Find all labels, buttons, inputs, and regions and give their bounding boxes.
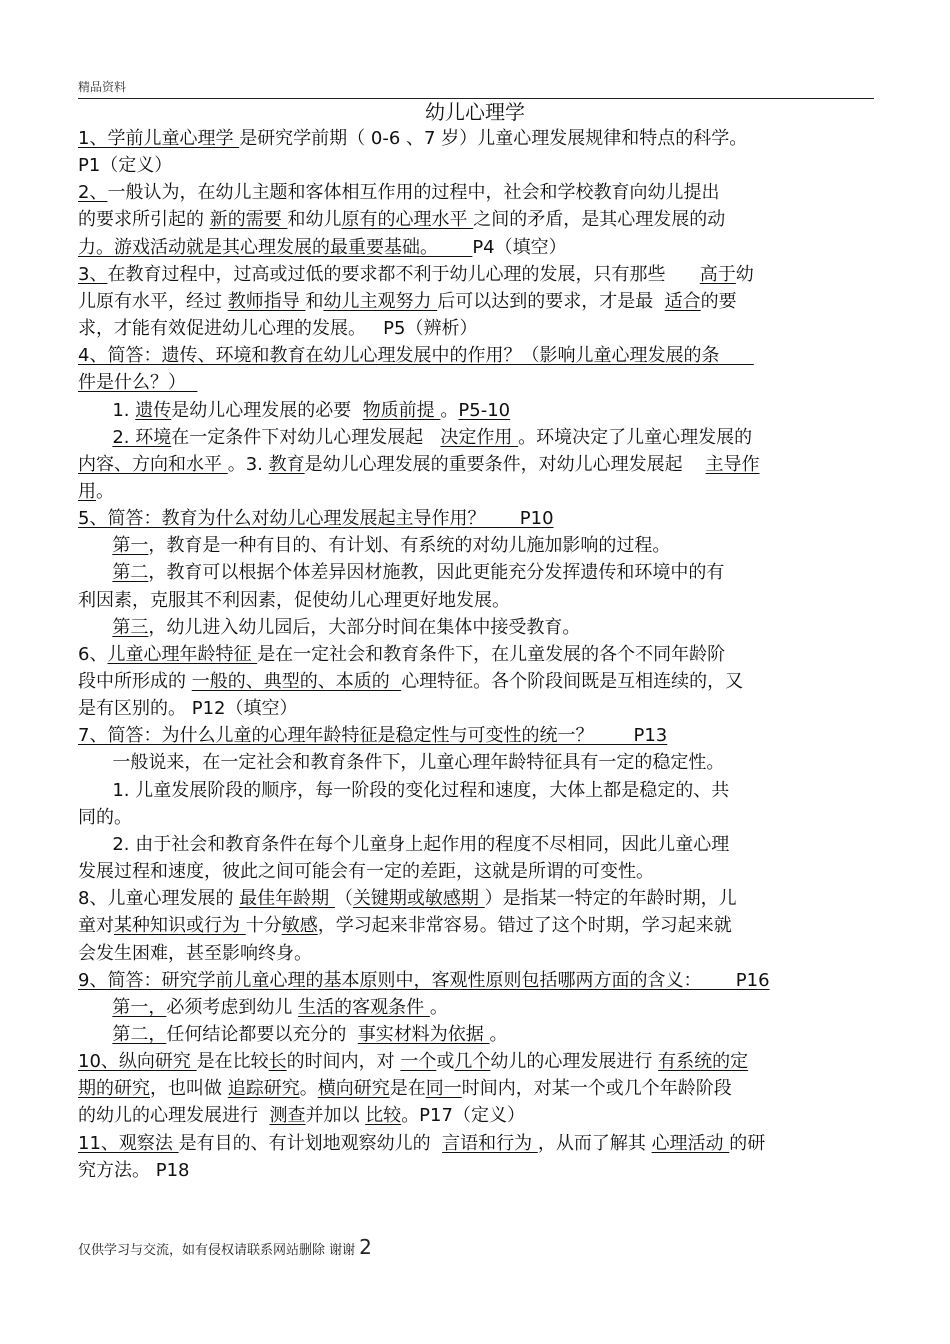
- text-segment: 并加以: [305, 1105, 366, 1127]
- underlined-text: 决定作用: [440, 426, 519, 448]
- underlined-text: 第二: [112, 562, 149, 584]
- text-segment: 在教育过程中，过高或过低的要求都不利于幼儿心理的发展，只有那些: [107, 263, 700, 285]
- text-segment: 是研究学前期（ 0-6 、7 岁）儿童心理发展规律和特点的科学。: [239, 128, 748, 149]
- underlined-text: 力。游戏活动就是其心理发展的最重要基础。: [78, 236, 473, 258]
- text-segment: 或: [436, 1051, 455, 1073]
- text-segment: 。: [96, 480, 114, 502]
- text-segment: 同的。: [78, 806, 132, 828]
- underlined-text: 主导作: [705, 453, 760, 475]
- text-segment: 童对: [78, 915, 114, 937]
- underlined-text: 一般的、典型的、本质的: [191, 671, 402, 692]
- text-line: [78, 316, 477, 342]
- underlined-text: 第一，: [112, 996, 167, 1018]
- underlined-text: P5-10: [458, 399, 511, 421]
- text-line: [78, 452, 760, 478]
- text-segment: 发展过程和速度，彼此之间可能会有一定的差距，这就是所谓的可变性。: [78, 861, 654, 883]
- text-line: [78, 289, 737, 315]
- underlined-text: 儿童心理年龄特征: [107, 643, 258, 665]
- underlined-text: 测查: [269, 1105, 306, 1127]
- underlined-text: 用: [78, 480, 96, 502]
- underlined-text: 3、: [78, 263, 108, 285]
- text-segment: ，幼儿进入幼儿园后，大部分时间在集体中接受教育。: [148, 616, 581, 638]
- text-segment: 8、儿童心理发展的: [78, 888, 240, 910]
- text-line: [78, 941, 312, 967]
- underlined-text: 几个: [454, 1051, 491, 1073]
- text-line: [78, 1049, 748, 1075]
- text-segment: 的时间内，对: [286, 1051, 401, 1073]
- text-line: [78, 886, 737, 912]
- text-segment: 后可以达到的要求，才是最: [437, 290, 665, 312]
- text-line: [78, 642, 725, 668]
- document-title: 幼儿心理学: [425, 100, 525, 124]
- text-segment: 是在: [389, 1078, 426, 1100]
- text-segment: 6、: [78, 643, 108, 665]
- text-segment: 。: [299, 1078, 318, 1100]
- text-line: [78, 1022, 508, 1048]
- text-line: [78, 669, 743, 695]
- footer: [78, 1235, 372, 1259]
- text-segment: 一般认为，在幼儿主题和客体相互作用的过程中，社会和学校教育向幼儿提出: [107, 182, 720, 204]
- text-line: [78, 723, 667, 749]
- text-line: [78, 1131, 765, 1157]
- text-segment: P4（填空）: [472, 236, 567, 258]
- underlined-text: 2、: [78, 182, 108, 204]
- text-segment: 是在比较: [196, 1051, 269, 1073]
- underlined-text: 第二，: [112, 1023, 167, 1045]
- text-segment: 段中所形成的: [78, 671, 192, 692]
- underlined-text: 第一: [112, 535, 149, 557]
- text-line: [78, 180, 719, 206]
- underlined-text: 有系统的定: [658, 1051, 749, 1073]
- underlined-text: 某种知识或行为: [114, 915, 246, 937]
- text-segment: [78, 997, 112, 1018]
- underlined-text: 敏感: [281, 915, 318, 937]
- text-segment: 的研: [729, 1132, 766, 1154]
- underlined-text: 9、简答：研究学前儿童心理的基本原则中，客观性原则包括哪两方面的含义： P16: [78, 969, 770, 991]
- text-segment: P1（定义）: [78, 155, 173, 177]
- underlined-text: 事实材料为依据: [357, 1023, 490, 1045]
- text-segment: 和: [305, 290, 324, 312]
- text-line: [78, 615, 580, 641]
- text-segment: 。: [429, 996, 448, 1018]
- text-segment: 必须考虑到幼儿: [166, 996, 299, 1018]
- underlined-text: 第三: [112, 616, 149, 638]
- text-line: [78, 506, 554, 532]
- text-segment: 儿原有水平，经过: [78, 290, 228, 312]
- text-segment: 幼: [735, 263, 754, 285]
- underlined-text: 2. 环境: [112, 426, 172, 448]
- text-line: [78, 398, 510, 424]
- underlined-text: 11、观察法: [78, 1132, 179, 1154]
- text-line: [78, 588, 510, 614]
- underlined-text: 1、学前儿童心理学: [78, 128, 240, 149]
- underlined-text: 生活的客观条件: [298, 996, 430, 1018]
- text-segment: 是幼儿心理发展的必要: [171, 399, 363, 421]
- underlined-text: 同一: [425, 1078, 462, 1100]
- underlined-text: 内容、方向和水平: [78, 453, 228, 475]
- text-line: [78, 479, 114, 505]
- underlined-text: 遗传: [135, 399, 172, 421]
- underlined-text: 件是什么？）: [78, 372, 198, 394]
- text-segment: ，从而了解其: [537, 1132, 652, 1154]
- text-segment: 一般说来，在一定社会和教育条件下，儿童心理年龄特征具有一定的稳定性。: [78, 752, 725, 774]
- underlined-text: 7、简答：为什么儿童的心理年龄特征是稳定性与可变性的统一？ P13: [78, 725, 668, 747]
- underlined-text: 新的需要: [209, 209, 288, 231]
- underlined-text: 5、简答：教育为什么对幼儿心理发展起主导作用？ P10: [78, 508, 554, 530]
- header-label: 精品资料: [78, 80, 127, 94]
- underlined-text: 原有的心理水平: [341, 209, 474, 231]
- footer-text: 仅供学习与交流，如有侵权请联系网站删除 谢谢: [78, 1243, 356, 1258]
- text-segment: 的要求所引起的: [78, 209, 210, 231]
- text-segment: [78, 562, 112, 583]
- underlined-text: 物质前提: [362, 399, 441, 421]
- text-line: [78, 343, 754, 369]
- underlined-text: 高于: [699, 263, 736, 285]
- text-segment: 利因素，克服其不利因素，促使幼儿心理更好地发展。: [78, 589, 510, 611]
- underlined-text: 心理活动: [651, 1132, 730, 1154]
- underlined-text: 追踪研究: [227, 1078, 300, 1100]
- text-line: [78, 533, 670, 559]
- text-segment: 。环境决定了儿童心理发展的: [518, 426, 753, 448]
- text-segment: 是幼儿心理发展的重要条件，对幼儿心理发展起: [304, 453, 706, 475]
- underlined-text: 10、纵向研究: [78, 1051, 197, 1073]
- text-line: [78, 207, 725, 233]
- text-line: [78, 153, 172, 179]
- text-line: [78, 1103, 525, 1129]
- text-segment: 是有目的、有计划地观察幼儿的: [178, 1132, 443, 1154]
- text-line: [78, 1158, 189, 1184]
- text-segment: [78, 617, 112, 638]
- underlined-text: 长: [268, 1051, 287, 1073]
- text-segment: （: [334, 888, 353, 910]
- underlined-text: 教师指导: [227, 290, 306, 312]
- text-segment: 任何结论都要以充分的: [166, 1023, 358, 1045]
- text-segment: 究方法。 P18: [78, 1159, 190, 1181]
- text-segment: 的幼儿的心理发展进行: [78, 1105, 270, 1127]
- text-segment: 。: [440, 399, 459, 421]
- text-line: [78, 560, 724, 586]
- text-segment: 在一定条件下对幼儿心理发展起: [171, 426, 441, 448]
- text-segment: ，教育可以根据个体差异因材施教，因此更能充分发挥遗传和环境中的有: [148, 562, 725, 584]
- underlined-text: 横向研究: [317, 1078, 390, 1100]
- text-line: [78, 425, 752, 451]
- underlined-text: 期的研究: [78, 1078, 150, 1100]
- text-line: [78, 913, 732, 939]
- text-line: [78, 1076, 732, 1102]
- text-line: [78, 805, 132, 831]
- text-segment: ，教育是一种有目的、有计划、有系统的对幼儿施加影响的过程。: [148, 535, 671, 557]
- text-line: [78, 750, 724, 776]
- text-line: [78, 126, 747, 152]
- underlined-text: 最佳年龄期: [239, 888, 335, 910]
- underlined-text: 4、简答：遗传、环境和教育在幼儿心理发展中的作用？（影响儿童心理发展的条: [78, 345, 754, 367]
- text-line: [78, 995, 448, 1021]
- text-segment: 。P17（定义）: [401, 1105, 525, 1127]
- underlined-text: 适合: [664, 290, 701, 312]
- text-segment: 心理特征。各个阶段间既是互相连续的，又: [401, 671, 744, 692]
- underlined-text: 教育: [268, 453, 305, 475]
- text-line: [78, 859, 654, 885]
- text-line: [78, 262, 754, 288]
- text-line: [78, 696, 297, 722]
- text-segment: 十分: [245, 915, 282, 937]
- underlined-text: 幼儿主观努力: [323, 290, 438, 312]
- text-segment: 1. 儿童发展阶段的顺序，每一阶段的变化过程和速度，大体上都是稳定的、共: [78, 779, 730, 801]
- text-segment: ，学习起来非常容易。错过了这个时期，学习起来就: [317, 915, 732, 937]
- text-segment: 是有区别的。 P12（填空）: [78, 698, 298, 720]
- text-segment: 是在一定社会和教育条件下，在儿童发展的各个不同年龄阶: [257, 643, 726, 665]
- text-segment: 会发生困难，甚至影响终身。: [78, 942, 312, 964]
- text-segment: 和幼儿: [287, 209, 342, 231]
- text-segment: [78, 1024, 112, 1045]
- text-line: [78, 370, 197, 396]
- text-line: [78, 778, 729, 804]
- text-segment: 幼儿的心理发展进行: [490, 1051, 659, 1073]
- text-segment: 2. 由于社会和教育条件在每个儿童身上起作用的程度不尽相同，因此儿童心理: [78, 833, 730, 855]
- text-segment: ）是指某一特定的年龄时期，儿: [484, 888, 737, 910]
- page-number: 2: [359, 1235, 372, 1259]
- underlined-text: 关键期或敏感期: [352, 888, 485, 910]
- text-segment: 时间内，对某一个或几个年龄阶段: [461, 1078, 732, 1100]
- underlined-text: 一个: [400, 1051, 437, 1073]
- underlined-text: 言语和行为: [442, 1132, 538, 1154]
- text-segment: 的要: [700, 290, 737, 312]
- text-segment: ，也叫做: [150, 1078, 228, 1100]
- text-line: [78, 968, 770, 994]
- text-segment: 。3.: [227, 453, 269, 475]
- text-segment: [78, 535, 112, 556]
- text-segment: 。: [489, 1023, 508, 1045]
- text-segment: 之间的矛盾，是其心理发展的动: [473, 209, 726, 231]
- text-segment: 1.: [78, 399, 136, 421]
- text-segment: [78, 427, 112, 448]
- text-line: [78, 832, 729, 858]
- text-segment: 求，才能有效促进幼儿心理的发展。 P5（辨析）: [78, 318, 478, 340]
- text-line: [78, 235, 567, 261]
- underlined-text: 比较: [365, 1105, 402, 1127]
